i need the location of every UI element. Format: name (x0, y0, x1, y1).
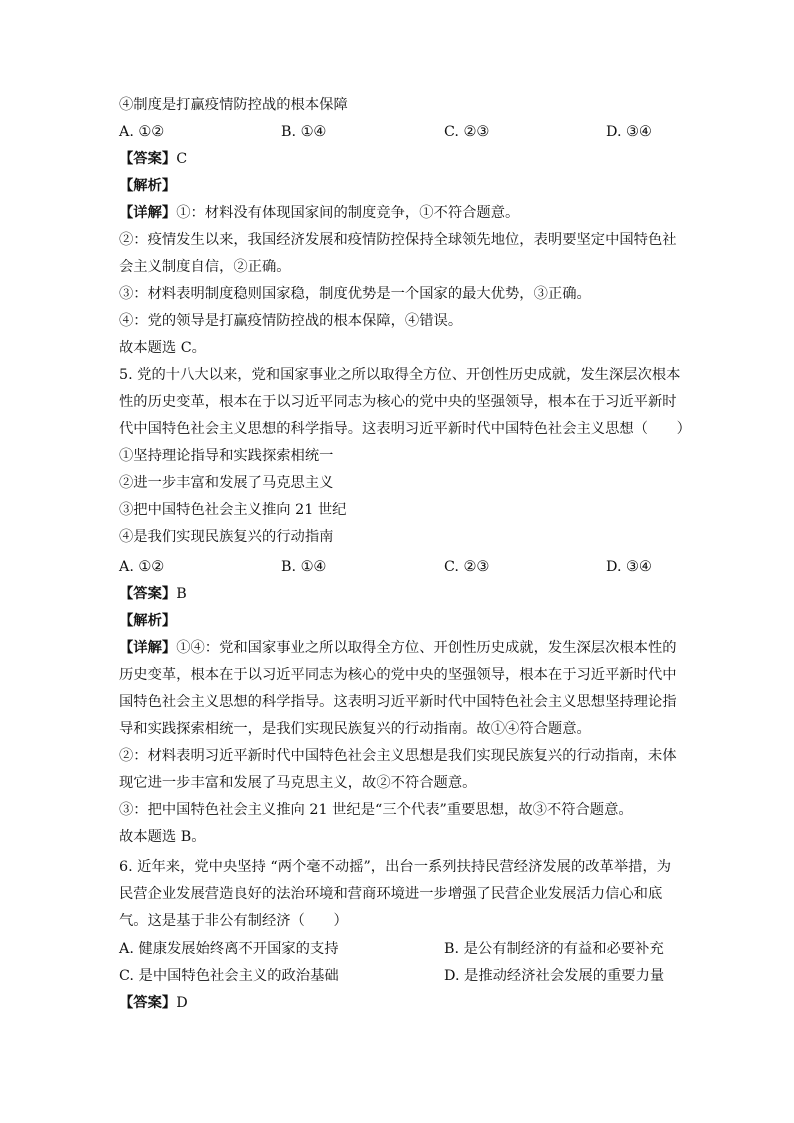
q5-detail-line: 历史变革，根本在于以习近平同志为核心的党中央的坚强领导，根本在于习近平新时代中 (119, 667, 677, 683)
q5-option-a: A. ①② (119, 559, 165, 575)
q4-option-a: A. ①② (119, 124, 165, 140)
q4-option-d: D. ③④ (606, 124, 652, 140)
q4-answer (119, 149, 187, 169)
q5-option-d: D. ③④ (606, 559, 652, 575)
q6-option-a: A. 健康发展始终离不开国家的支持 (119, 941, 339, 957)
detail-text: ①④：党和国家事业之所以取得全方位、开创性历史成就，发生深层次根本性的 (176, 640, 677, 656)
q5-statement-4: ④是我们实现民族复兴的行动指南 (119, 529, 334, 545)
q4-detail-line: ④：党的领导是打赢疫情防控战的根本保障，④错误。 (119, 313, 463, 329)
q4-detail-line: ③：材料表明制度稳则国家稳，制度优势是一个国家的最大优势，③正确。 (119, 286, 591, 302)
q5-statement-3: ③把中国特色社会主义推向 21 世纪 (119, 502, 347, 518)
q5-statement-1: ①坚持理论指导和实践探索相统一 (119, 448, 334, 464)
q5-stem-line: 性的历史变革，根本在于以习近平同志为核心的党中央的坚强领导，根本在于习近平新时 (119, 394, 677, 410)
q5-option-b: B. ①④ (281, 559, 327, 575)
answer-value: B (176, 586, 187, 602)
q4-detail-line: ②：疫情发生以来，我国经济发展和疫情防控保持全球领先地位，表明要坚定中国特色社 (119, 232, 677, 248)
answer-tag: 【答案】 (119, 151, 177, 167)
q5-detail-line: 现它进一步丰富和发展了马克思主义，故②不符合题意。 (119, 775, 477, 791)
q6-option-b: B. 是公有制经济的有益和必要补充 (444, 941, 664, 957)
q5-option-c: C. ②③ (444, 559, 490, 575)
q4-detail-line (119, 203, 519, 223)
q5-stem-line: 5. 党的十八大以来，党和国家事业之所以取得全方位、开创性历史成就，发生深层次根本 (119, 367, 681, 383)
q6-stem-line: 民营企业发展营造良好的法治环境和营商环境进一步增强了民营企业发展活力信心和底 (119, 886, 663, 902)
answer-value: D (176, 995, 188, 1011)
q6-stem-line: 6. 近年来，党中央坚持 “两个毫不动摇”，出台一系列扶持民营经济发展的改革举措，为 (119, 859, 672, 875)
q4-detail-line: 会主义制度自信，②正确。 (119, 259, 291, 275)
q5-conclusion: 故本题选 B。 (119, 829, 206, 845)
q4-option-c: C. ②③ (444, 124, 490, 140)
q6-option-c: C. 是中国特色社会主义的政治基础 (119, 968, 339, 984)
q5-detail-line: ②：材料表明习近平新时代中国特色社会主义思想是我们实现民族复兴的行动指南，未体 (119, 748, 677, 764)
q5-detail-line (119, 638, 677, 658)
q4-conclusion: 故本题选 C。 (119, 340, 206, 356)
detail-tag: 【详解】 (119, 205, 177, 221)
q5-detail-line: 国特色社会主义思想的科学指导。这表明习近平新时代中国特色社会主义思想坚持理论指 (119, 694, 677, 710)
q5-analysis-tag: 【解析】 (119, 613, 177, 629)
q4-statement-4: ④制度是打赢疫情防控战的根本保障 (119, 97, 348, 113)
q4-analysis-tag: 【解析】 (119, 178, 177, 194)
q5-detail-line: 导和实践探索相统一，是我们实现民族复兴的行动指南。故①④符合题意。 (119, 721, 591, 737)
q5-answer (119, 584, 187, 604)
q5-detail-line: ③：把中国特色社会主义推向 21 世纪是“三个代表”重要思想，故③不符合题意。 (119, 802, 633, 818)
answer-tag: 【答案】 (119, 995, 177, 1011)
answer-tag: 【答案】 (119, 586, 177, 602)
q4-option-b: B. ①④ (281, 124, 327, 140)
q6-answer (119, 993, 188, 1013)
q5-statement-2: ②进一步丰富和发展了马克思主义 (119, 475, 334, 491)
q6-stem-line: 气。这是基于非公有制经济（ ） (119, 913, 348, 929)
q5-stem-line: 代中国特色社会主义思想的科学指导。这表明习近平新时代中国特色社会主义思想（ ） (119, 421, 691, 437)
answer-value: C (176, 151, 188, 167)
detail-text: ①：材料没有体现国家间的制度竞争，①不符合题意。 (176, 205, 520, 221)
q6-option-d: D. 是推动经济社会发展的重要力量 (444, 968, 665, 984)
detail-tag: 【详解】 (119, 640, 177, 656)
